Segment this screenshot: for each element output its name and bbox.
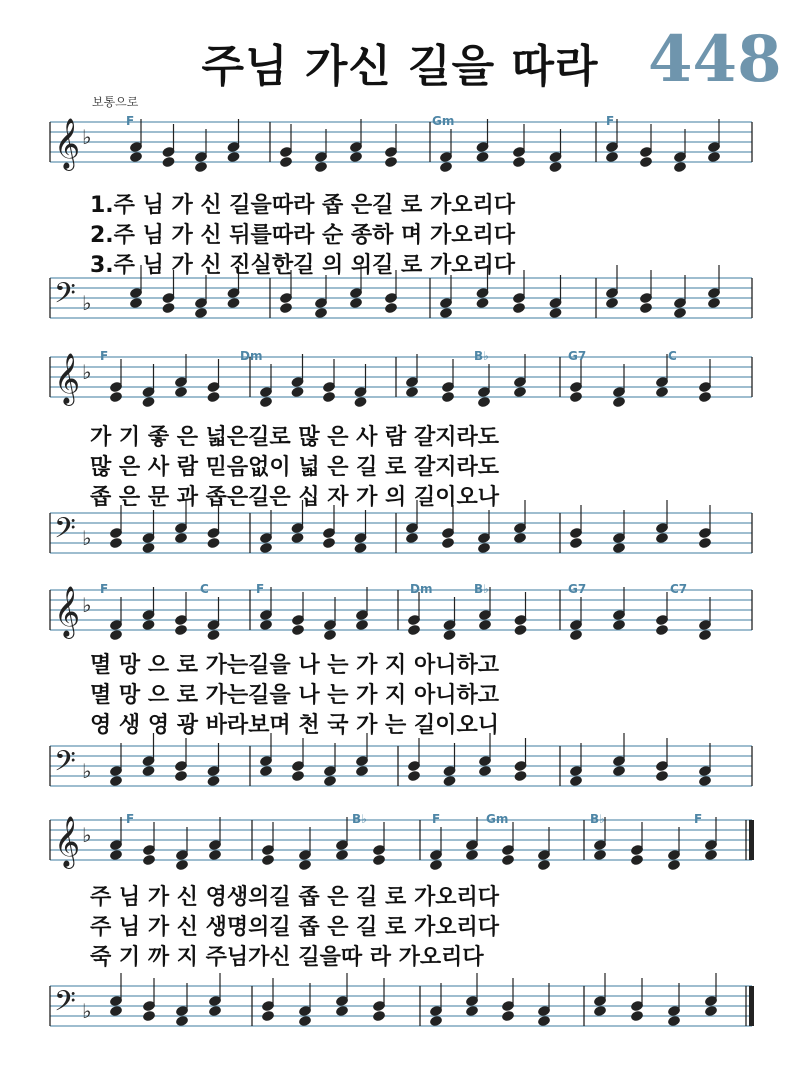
chord-symbol: Gm [486, 812, 509, 826]
chord-symbol: Dm [240, 349, 263, 363]
hymn-number: 448 [648, 22, 782, 97]
flat-key-signature-icon: ♭ [82, 291, 92, 315]
chord-symbol: F [432, 812, 441, 826]
note-head [322, 537, 336, 550]
note-head [630, 854, 644, 867]
note-head [174, 770, 188, 783]
chord-symbol: F [606, 114, 615, 128]
chord-symbol: C7 [670, 582, 688, 596]
chord-symbol: F [126, 114, 135, 128]
lyric-line-verse-1: 가 기 좋 은 넓은길로 많 은 사 람 갈지라도 [90, 425, 499, 450]
note-head [279, 302, 293, 315]
chord-symbol: C [668, 349, 677, 363]
note-head [655, 770, 669, 783]
flat-key-signature-icon: ♭ [82, 823, 92, 847]
flat-key-signature-icon: ♭ [82, 125, 92, 149]
flat-key-signature-icon: ♭ [82, 759, 92, 783]
note-head [372, 854, 386, 867]
chord-symbol: G7 [568, 582, 587, 596]
note-head [407, 770, 421, 783]
treble-clef-icon: 𝄞 [54, 353, 81, 404]
lyric-line-verse-3: 죽 기 까 지 주님가신 길을따 라 가오리다 [90, 945, 484, 970]
lyric-line-verse-2: 멸 망 으 로 가는길을 나 는 가 지 아니하고 [90, 683, 499, 708]
chord-symbol: F [100, 349, 109, 363]
music-system-1 [0, 110, 800, 340]
note-head [513, 770, 527, 783]
chord-symbol: B♭ [590, 812, 605, 826]
note-head [279, 156, 293, 169]
note-head [161, 302, 175, 315]
flat-key-signature-icon: ♭ [82, 526, 92, 550]
flat-key-signature-icon: ♭ [82, 999, 92, 1023]
chord-symbol: F [694, 812, 703, 826]
chord-symbol: F [100, 582, 109, 596]
chord-symbol: Dm [410, 582, 433, 596]
treble-clef-icon: 𝄞 [54, 118, 81, 169]
bass-clef-icon: 𝄢 [54, 277, 76, 317]
flat-key-signature-icon: ♭ [82, 360, 92, 384]
lyric-line-verse-3: 영 생 영 광 바라보며 천 국 가 는 길이오니 [90, 713, 499, 738]
chord-symbol: B♭ [474, 582, 489, 596]
final-bar-thick [749, 820, 754, 860]
lyric-line-verse-3: 3.주 님 가 신 진실한길 의 의길 로 가오리다 [90, 253, 515, 278]
note-head [261, 1010, 275, 1023]
note-head [513, 624, 527, 637]
note-head [261, 854, 275, 867]
note-head [441, 537, 455, 550]
note-head [384, 302, 398, 315]
bass-clef-icon: 𝄢 [54, 985, 76, 1025]
note-head [161, 156, 175, 169]
chord-symbol: F [256, 582, 265, 596]
note-head [384, 156, 398, 169]
chord-symbol: F [126, 812, 135, 826]
lyric-line-verse-3: 좁 은 문 과 좁은길은 십 자 가 의 길이오나 [90, 485, 499, 510]
note-head [291, 624, 305, 637]
lyric-line-verse-2: 많 은 사 람 믿음없이 넓 은 길 로 갈지라도 [90, 455, 499, 480]
chord-symbol: B♭ [352, 812, 367, 826]
note-head [639, 156, 653, 169]
note-head [501, 1010, 515, 1023]
note-head [142, 854, 156, 867]
note-head [206, 537, 220, 550]
note-head [174, 624, 188, 637]
note-head [501, 854, 515, 867]
treble-clef-icon: 𝄞 [54, 586, 81, 637]
flat-key-signature-icon: ♭ [82, 593, 92, 617]
lyric-line-verse-1: 멸 망 으 로 가는길을 나 는 가 지 아니하고 [90, 653, 499, 678]
bass-clef-icon: 𝄢 [54, 512, 76, 552]
note-head [372, 1010, 386, 1023]
note-head [698, 537, 712, 550]
hymn-title: 주님 가신 길을 따라 [201, 41, 599, 92]
lyric-line-verse-1: 주 님 가 신 영생의길 좁 은 길 로 가오리다 [90, 885, 499, 910]
note-head [639, 302, 653, 315]
music-system-3 [0, 578, 800, 808]
note-head [512, 302, 526, 315]
note-head [291, 770, 305, 783]
lyric-line-verse-1: 1.주 님 가 신 길을따라 좁 은길 로 가오리다 [90, 193, 515, 218]
note-head [630, 1010, 644, 1023]
treble-clef-icon: 𝄞 [54, 816, 81, 867]
note-head [698, 391, 712, 404]
final-bar-thick [749, 986, 754, 1026]
note-head [206, 391, 220, 404]
lyric-line-verse-2: 2.주 님 가 신 뒤를따라 순 종하 며 가오리다 [90, 223, 515, 248]
note-head [109, 391, 123, 404]
note-head [512, 156, 526, 169]
chord-symbol: B♭ [474, 349, 489, 363]
music-system-2 [0, 345, 800, 575]
note-head [655, 624, 669, 637]
chord-symbol: G7 [568, 349, 587, 363]
tempo-marking: 보통으로 [92, 95, 139, 109]
note-head [569, 391, 583, 404]
note-head [142, 1010, 156, 1023]
chord-symbol: Gm [432, 114, 455, 128]
music-system-4 [0, 808, 800, 1048]
note-head [322, 391, 336, 404]
note-head [407, 624, 421, 637]
bass-clef-icon: 𝄢 [54, 745, 76, 785]
note-head [569, 537, 583, 550]
note-head [109, 537, 123, 550]
note-head [441, 391, 455, 404]
lyric-line-verse-2: 주 님 가 신 생명의길 좁 은 길 로 가오리다 [90, 915, 499, 940]
chord-symbol: C [200, 582, 209, 596]
